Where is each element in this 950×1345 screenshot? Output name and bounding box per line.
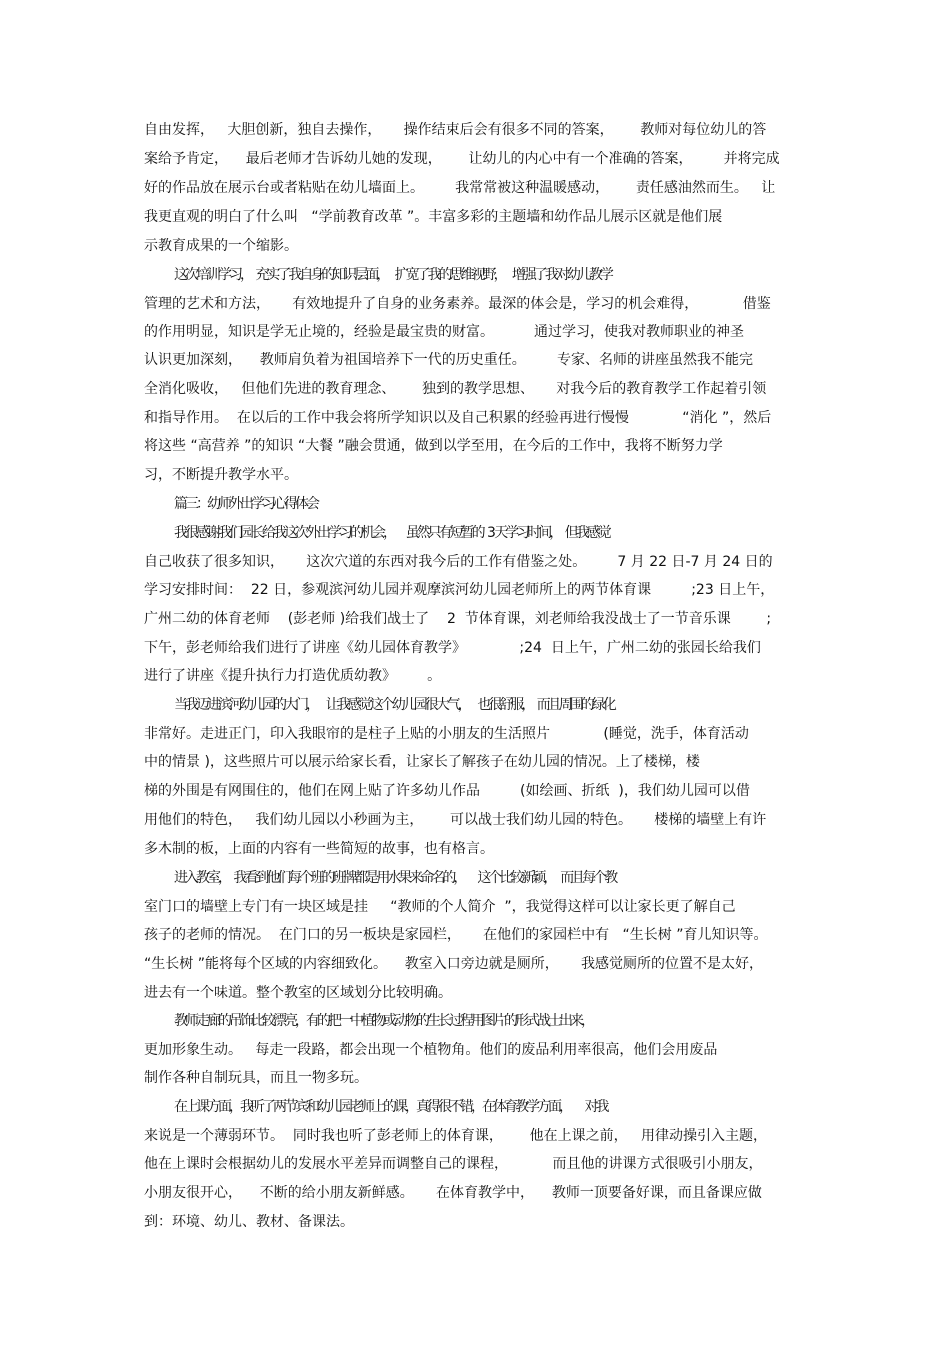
text-line: 下午，彭老师给我们进行了讲座《幼儿园体育教学》 ;24 日上午，广州二幼的张园长给我们 bbox=[144, 640, 761, 656]
text-line: 好的作品放在展示台或者粘贴在幼儿墙面上。 我常常被这种温暖感动， 责任感油然而生。 让 bbox=[144, 180, 776, 196]
text-line: 我更直观的明白了什么叫 “学前教育改革 ”。丰富多彩的主题墙和幼作品儿展示区就是他们展 bbox=[144, 209, 723, 225]
text-line: 将这些 “高营养 ”的知识 “大餐 ”融会贯通，做到以学至用，在今后的工作中，我将不断努力学 bbox=[144, 438, 723, 454]
text-line: 管理的艺术和方法， 有效地提升了自身的业务素养。最深的体会是，学习的机会难得， 借鉴 bbox=[144, 296, 771, 312]
text-line: 自己收获了很多知识， 这次穴道的东西对我今后的工作有借鉴之处。 7 月 22 日-7 月 24 日的 bbox=[144, 554, 773, 570]
text-line: 广州二幼的体育老师 (彭老师 )给我们战士了 2 节体育课，刘老师给我没战士了一节音乐课 ; bbox=[144, 611, 772, 627]
text-line: 在上课方面，我听了两节宾和幼儿园老师上的课，真得很不错，在体育教学方面， 对我 bbox=[174, 1099, 607, 1115]
text-line: 的作用明显，知识是学无止境的，经验是最宝贵的财富。 通过学习，使我对教师职业的神圣 bbox=[144, 324, 745, 340]
text-line: 中的情景 )，这些照片可以展示给家长看，让家长了解孩子在幼儿园的情况。上了楼梯，楼 bbox=[144, 754, 700, 770]
text-line: 全消化吸收， 但他们先进的教育理念、 独到的教学思想、 对我今后的教育教学工作起着引领 bbox=[144, 381, 767, 397]
text-line: 习，不断提升教学水平。 bbox=[144, 467, 298, 483]
text-line: 我很感谢我们园长给我这次外出学习的机会， 虽然只有短暂的 3 天学习时间， 但我感觉 bbox=[174, 525, 609, 541]
text-line: 认识更加深刻， 教师肩负着为祖国培养下一代的历史重任。 专家、名师的讲座虽然我不能完 bbox=[144, 352, 753, 368]
text-line: 案给予肯定， 最后老师才告诉幼儿她的发现， 让幼儿的内心中有一个准确的答案， 并将完成 bbox=[144, 151, 780, 167]
text-line: 孩子的老师的情况。 在门口的另一板块是家园栏， 在他们的家园栏中有 “生长树 ”育儿知识等。 bbox=[144, 927, 768, 943]
text-line: 示教育成果的一个缩影。 bbox=[144, 238, 298, 254]
text-line: 室门口的墙壁上专门有一块区域是挂 “教师的个人简介 ”，我觉得这样可以让家长更了解自己 bbox=[144, 899, 736, 915]
section-heading: 篇三：幼师外出学习心得体会 bbox=[174, 496, 317, 512]
text-line: 进去有一个味道。整个教室的区域划分比较明确。 bbox=[144, 985, 452, 1001]
text-line: 自由发挥， 大胆创新，独自去操作， 操作结束后会有很多不同的答案， 教师对每位幼儿的答 bbox=[144, 122, 767, 138]
text-line: 来说是一个薄弱环节。 同时我也听了彭老师上的体育课， 他在上课之前， 用律动操引入主题， bbox=[144, 1128, 767, 1144]
text-line: 用他们的特色， 我们幼儿园以小秒画为主， 可以战士我们幼儿园的特色。 楼梯的墙壁上有许 bbox=[144, 812, 767, 828]
text-line: 更加形象生动。 每走一段路，都会出现一个植物角。他们的废品利用率很高，他们会用废品 bbox=[144, 1042, 718, 1058]
text-line: 进入教室， 我看到他们每个班的班牌都是用水果来命名的， 这个比较新颖， 而且每个教 bbox=[174, 870, 616, 886]
text-line: 和指导作用。 在以后的工作中我会将所学知识以及自己积累的经验再进行慢慢 “消化 ”，然后 bbox=[144, 410, 772, 426]
text-line: 多木制的板，上面的内容有一些简短的故事，也有格言。 bbox=[144, 841, 494, 857]
text-line: 他在上课时会根据幼儿的发展水平差异而调整自己的课程， 而且他的讲课方式很吸引小朋友， bbox=[144, 1156, 763, 1172]
text-line: 非常好。走进正门，印入我眼帘的是柱子上贴的小朋友的生活照片 (睡觉，洗手，体育活动 bbox=[144, 726, 749, 742]
text-line: 到：环境、幼儿、教材、备课法。 bbox=[144, 1214, 354, 1230]
text-line: 制作各种自制玩具，而且一物多玩。 bbox=[144, 1070, 368, 1086]
text-line: 当我迈进滨河幼儿园的大门， 让我感觉这个幼儿园很大气， 也很舒服， 而且周围的绿化 bbox=[174, 697, 614, 713]
text-line: 学习安排时间： 22 日，参观滨河幼儿园并观摩滨河幼儿园老师所上的两节体育课 ;23 日上午， bbox=[144, 582, 775, 598]
text-line: 这次培训学习， 充实了我自身的知识层面， 扩宽了我的思维视野， 增强了我对幼儿教学 bbox=[174, 267, 611, 283]
text-line: 教师走廊的吊饰比较漂亮，有的把一中植物或动物的生长过程用图片的形式战士出来， bbox=[174, 1013, 592, 1029]
text-line: 梯的外围是有网围住的，他们在网上贴了许多幼儿作品 (如绘画、折纸 )，我们幼儿园可以借 bbox=[144, 783, 750, 799]
text-line: 小朋友很开心， 不断的给小朋友新鲜感。 在体育教学中， 教师一顶要备好课，而且备课应做 bbox=[144, 1185, 762, 1201]
text-line: 进行了讲座《提升执行力打造优质幼教》 。 bbox=[144, 668, 442, 684]
text-line: “生长树 ”能将每个区域的内容细致化。 教室入口旁边就是厕所， 我感觉厕所的位置不是太好， bbox=[144, 956, 764, 972]
